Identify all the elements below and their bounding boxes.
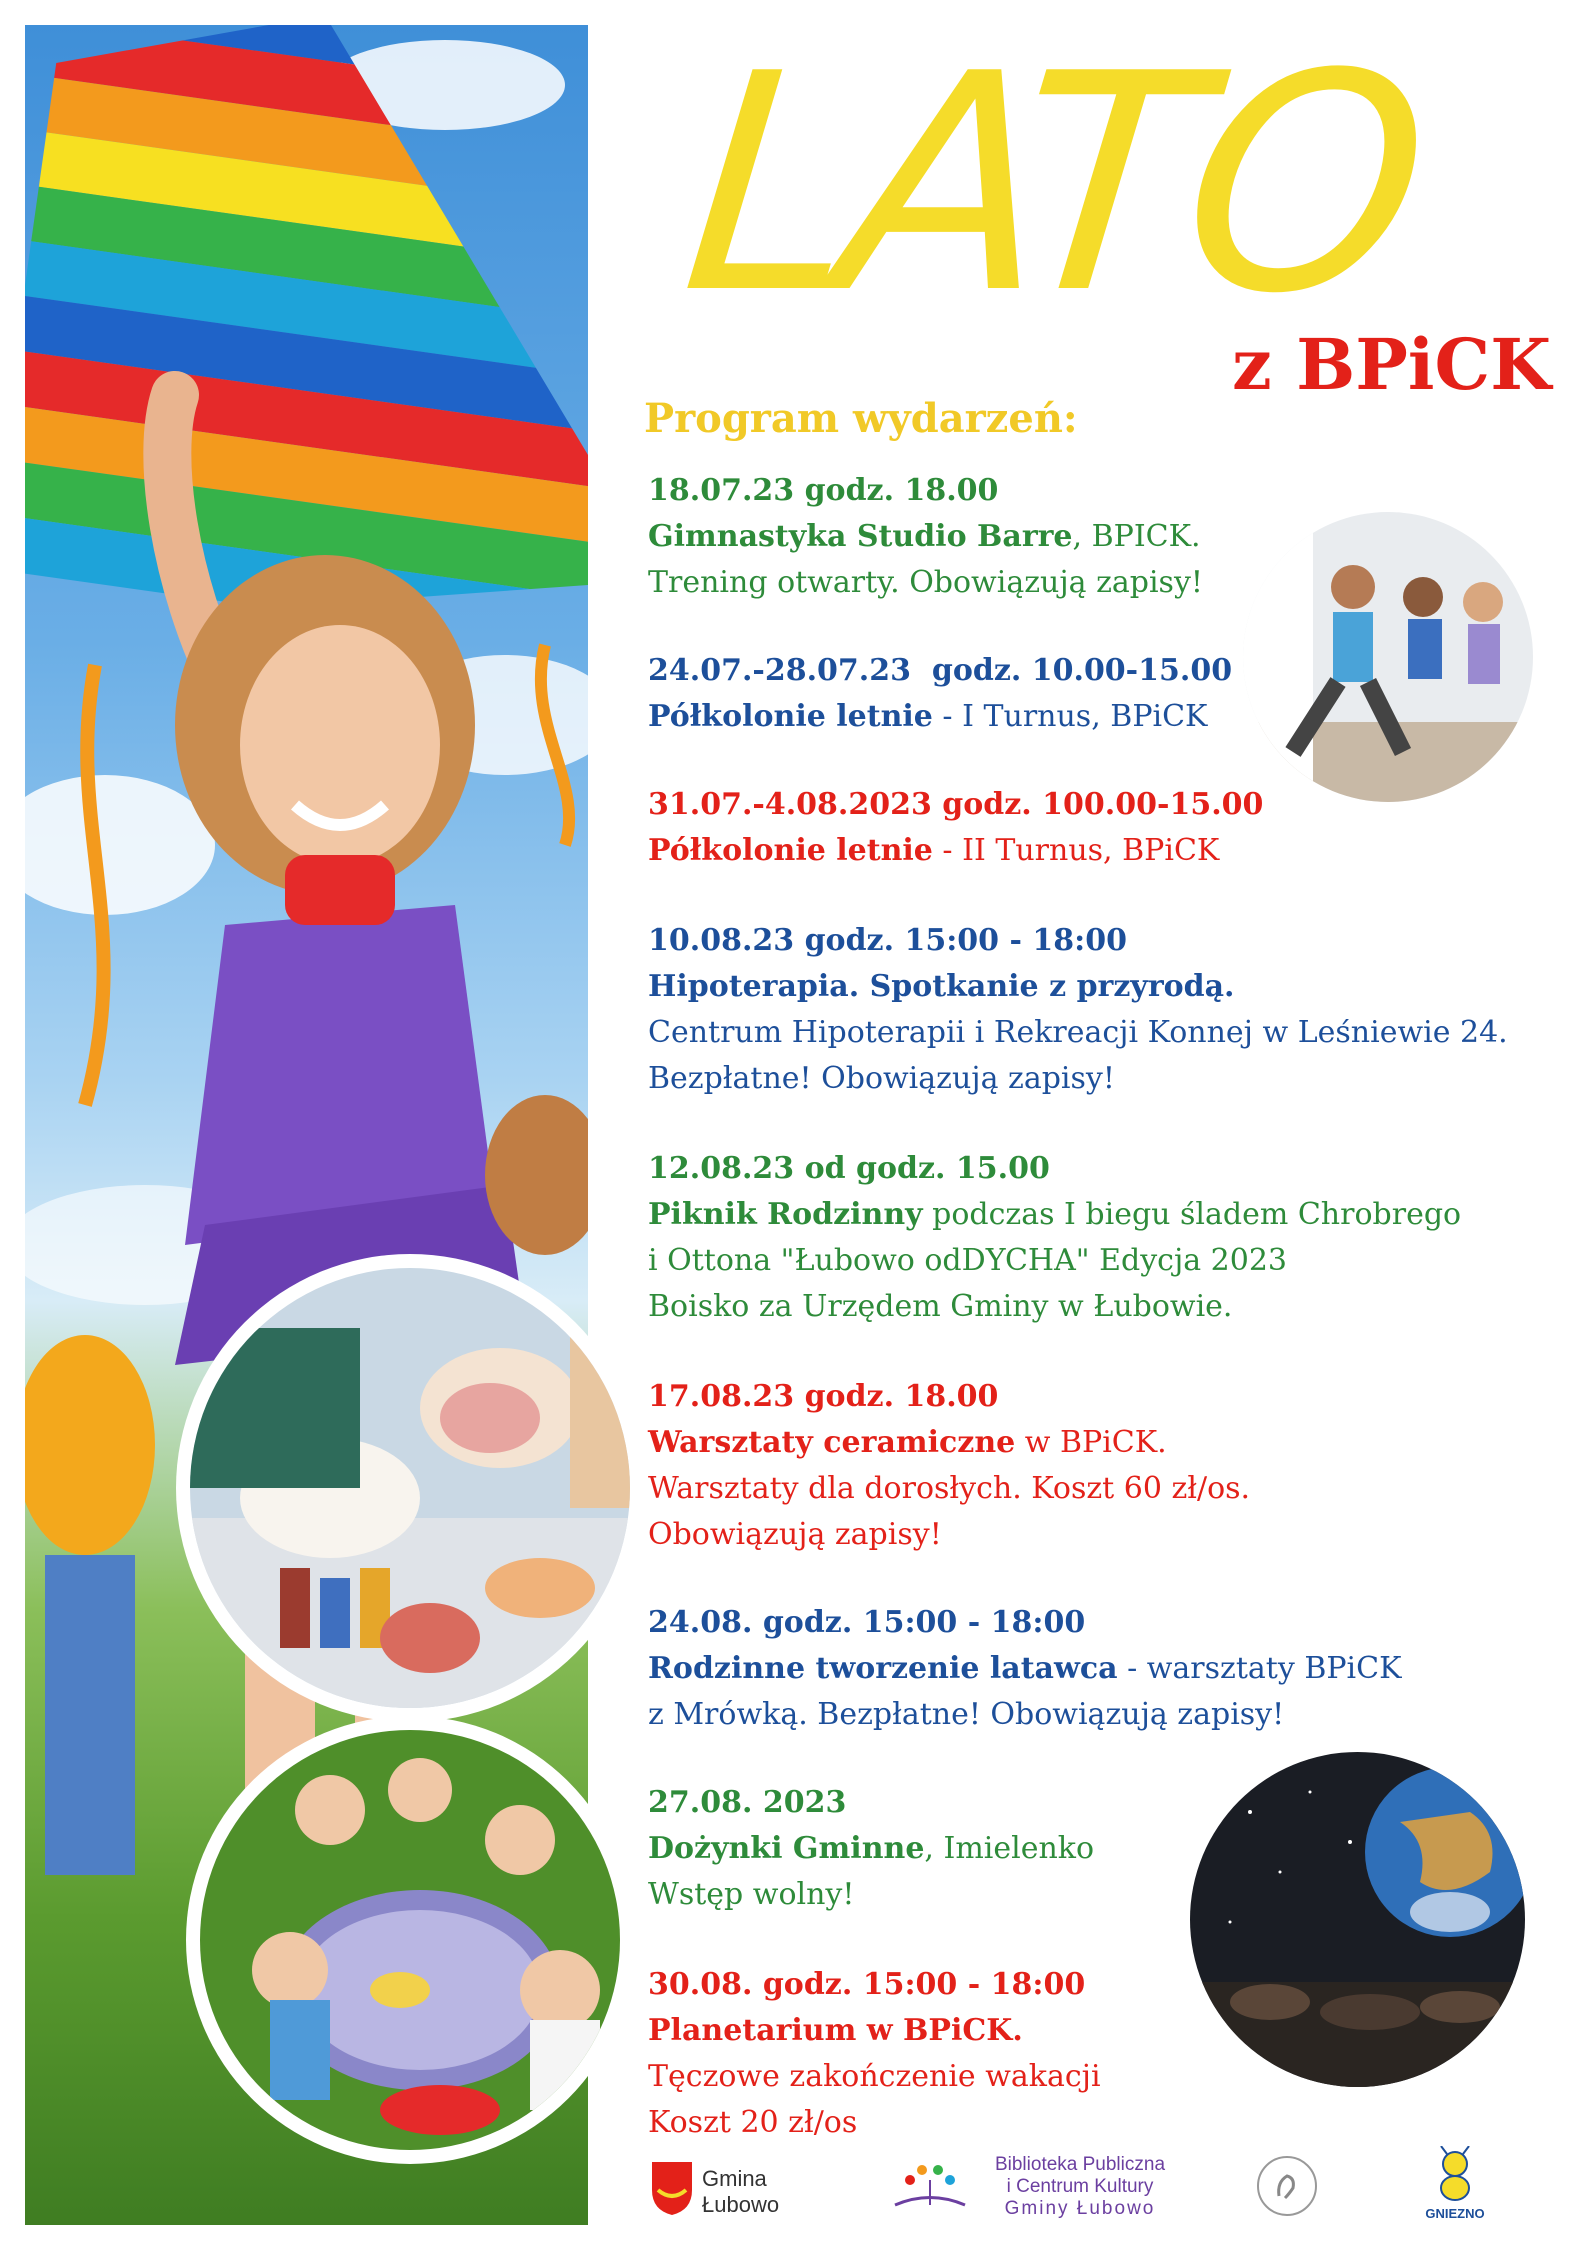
event-name: Dożynki Gminne bbox=[648, 1831, 925, 1866]
event-dozynki bbox=[648, 1780, 1548, 1918]
event-detail: z Mrówką. Bezpłatne! Obowiązują zapisy! bbox=[648, 1697, 1285, 1732]
coat-of-arms-icon bbox=[650, 2160, 694, 2216]
event-date: 24.07.-28.07.23 godz. 10.00-15.00 bbox=[648, 653, 1233, 688]
event-date: 31.07.-4.08.2023 godz. 100.00-15.00 bbox=[648, 787, 1264, 822]
event-name-suffix: - I Turnus, BPiCK bbox=[932, 699, 1208, 734]
program-heading: Program wydarzeń: bbox=[644, 395, 1078, 442]
event-date: 24.08. godz. 15:00 - 18:00 bbox=[648, 1605, 1086, 1640]
event-title-line bbox=[648, 2008, 1548, 2054]
event-name: Półkolonie letnie bbox=[648, 699, 933, 734]
event-detail: i Ottona "Łubowo odDYCHA" Edycja 2023 bbox=[648, 1243, 1288, 1278]
event-name: Gimnastyka Studio Barre bbox=[648, 519, 1073, 554]
event-polkolonie-1 bbox=[648, 648, 1548, 740]
event-name: Hipoterapia. Spotkanie z przyrodą. bbox=[648, 969, 1235, 1004]
gniezno-label: GNIEZNO bbox=[1425, 2206, 1485, 2221]
page-title: LATO bbox=[671, 10, 1431, 359]
event-title-line bbox=[648, 828, 1548, 874]
event-detail: Tęczowe zakończenie wakacji bbox=[648, 2059, 1101, 2094]
gniezno-logo bbox=[1420, 2146, 1490, 2226]
gmina-label: Gmina bbox=[702, 2166, 767, 2191]
biblioteka-label: Biblioteka Publiczna bbox=[994, 2154, 1166, 2175]
event-latawiec bbox=[648, 1600, 1548, 1738]
event-date: 10.08.23 godz. 15:00 - 18:00 bbox=[648, 923, 1127, 958]
hippotherapy-center-logo bbox=[1255, 2154, 1319, 2218]
ant-mascot-icon bbox=[1425, 2146, 1485, 2204]
horse-badge-icon bbox=[1255, 2154, 1319, 2218]
event-title-line bbox=[648, 514, 1548, 560]
event-title-line bbox=[648, 1420, 1548, 1466]
footer-logos bbox=[0, 2140, 1587, 2235]
event-detail: Bezpłatne! Obowiązują zapisy! bbox=[648, 1061, 1115, 1096]
event-name: Warsztaty ceramiczne bbox=[648, 1425, 1016, 1460]
biblioteka-label: Gminy Łubowo bbox=[1004, 2198, 1156, 2219]
biblioteka-logo bbox=[890, 2148, 1190, 2228]
event-date: 27.08. 2023 bbox=[648, 1785, 847, 1820]
event-ceramika bbox=[648, 1374, 1548, 1558]
event-title-line bbox=[648, 1826, 1548, 1872]
page-subtitle: z BPiCK bbox=[1232, 323, 1552, 406]
event-planetarium bbox=[648, 1962, 1548, 2146]
biblioteka-label: i Centrum Kultury bbox=[1006, 2176, 1154, 2197]
event-name-suffix: podczas I biegu śladem Chrobrego bbox=[922, 1197, 1462, 1232]
event-studio-barre bbox=[648, 468, 1548, 606]
event-detail: Koszt 20 zł/os bbox=[648, 2105, 858, 2140]
event-name: Rodzinne tworzenie latawca bbox=[648, 1651, 1118, 1686]
ceramics-workshop-photo-art bbox=[190, 1268, 630, 1708]
event-piknik bbox=[648, 1146, 1548, 1330]
event-detail: Obowiązują zapisy! bbox=[648, 1517, 942, 1552]
event-hipoterapia bbox=[648, 918, 1548, 1102]
event-title-line bbox=[648, 1192, 1548, 1238]
event-name-suffix: , BPICK. bbox=[1072, 519, 1201, 554]
picnic-photo-art bbox=[200, 1730, 620, 2150]
event-name-suffix: - II Turnus, BPiCK bbox=[932, 833, 1220, 868]
event-name-suffix: w BPiCK. bbox=[1015, 1425, 1167, 1460]
event-detail: Trening otwarty. Obowiązują zapisy! bbox=[648, 565, 1203, 600]
event-date: 12.08.23 od godz. 15.00 bbox=[648, 1151, 1050, 1186]
event-name-suffix: - warsztaty BPiCK bbox=[1117, 1651, 1402, 1686]
event-detail: Warsztaty dla dorosłych. Koszt 60 zł/os. bbox=[648, 1471, 1251, 1506]
gmina-label: Łubowo bbox=[702, 2192, 780, 2217]
ceramics-workshop-photo bbox=[190, 1268, 630, 1708]
event-name: Planetarium w BPiCK. bbox=[648, 2013, 1023, 2048]
event-polkolonie-2 bbox=[648, 782, 1548, 874]
event-date: 18.07.23 godz. 18.00 bbox=[648, 473, 999, 508]
event-title-line bbox=[648, 964, 1548, 1010]
gmina-lubowo-logo bbox=[650, 2160, 840, 2220]
event-name: Piknik Rodzinny bbox=[648, 1197, 923, 1232]
event-name-suffix: , Imielenko bbox=[924, 1831, 1095, 1866]
open-book-icon bbox=[890, 2160, 970, 2220]
event-date: 17.08.23 godz. 18.00 bbox=[648, 1379, 999, 1414]
event-detail: Boisko za Urzędem Gminy w Łubowie. bbox=[648, 1289, 1233, 1324]
event-title-line bbox=[648, 694, 1548, 740]
event-title-line bbox=[648, 1646, 1548, 1692]
event-name: Półkolonie letnie bbox=[648, 833, 933, 868]
event-detail: Wstęp wolny! bbox=[648, 1877, 855, 1912]
picnic-photo bbox=[200, 1730, 620, 2150]
event-date: 30.08. godz. 15:00 - 18:00 bbox=[648, 1967, 1086, 2002]
event-detail: Centrum Hipoterapii i Rekreacji Konnej w Leśniewie 24. bbox=[648, 1015, 1508, 1050]
